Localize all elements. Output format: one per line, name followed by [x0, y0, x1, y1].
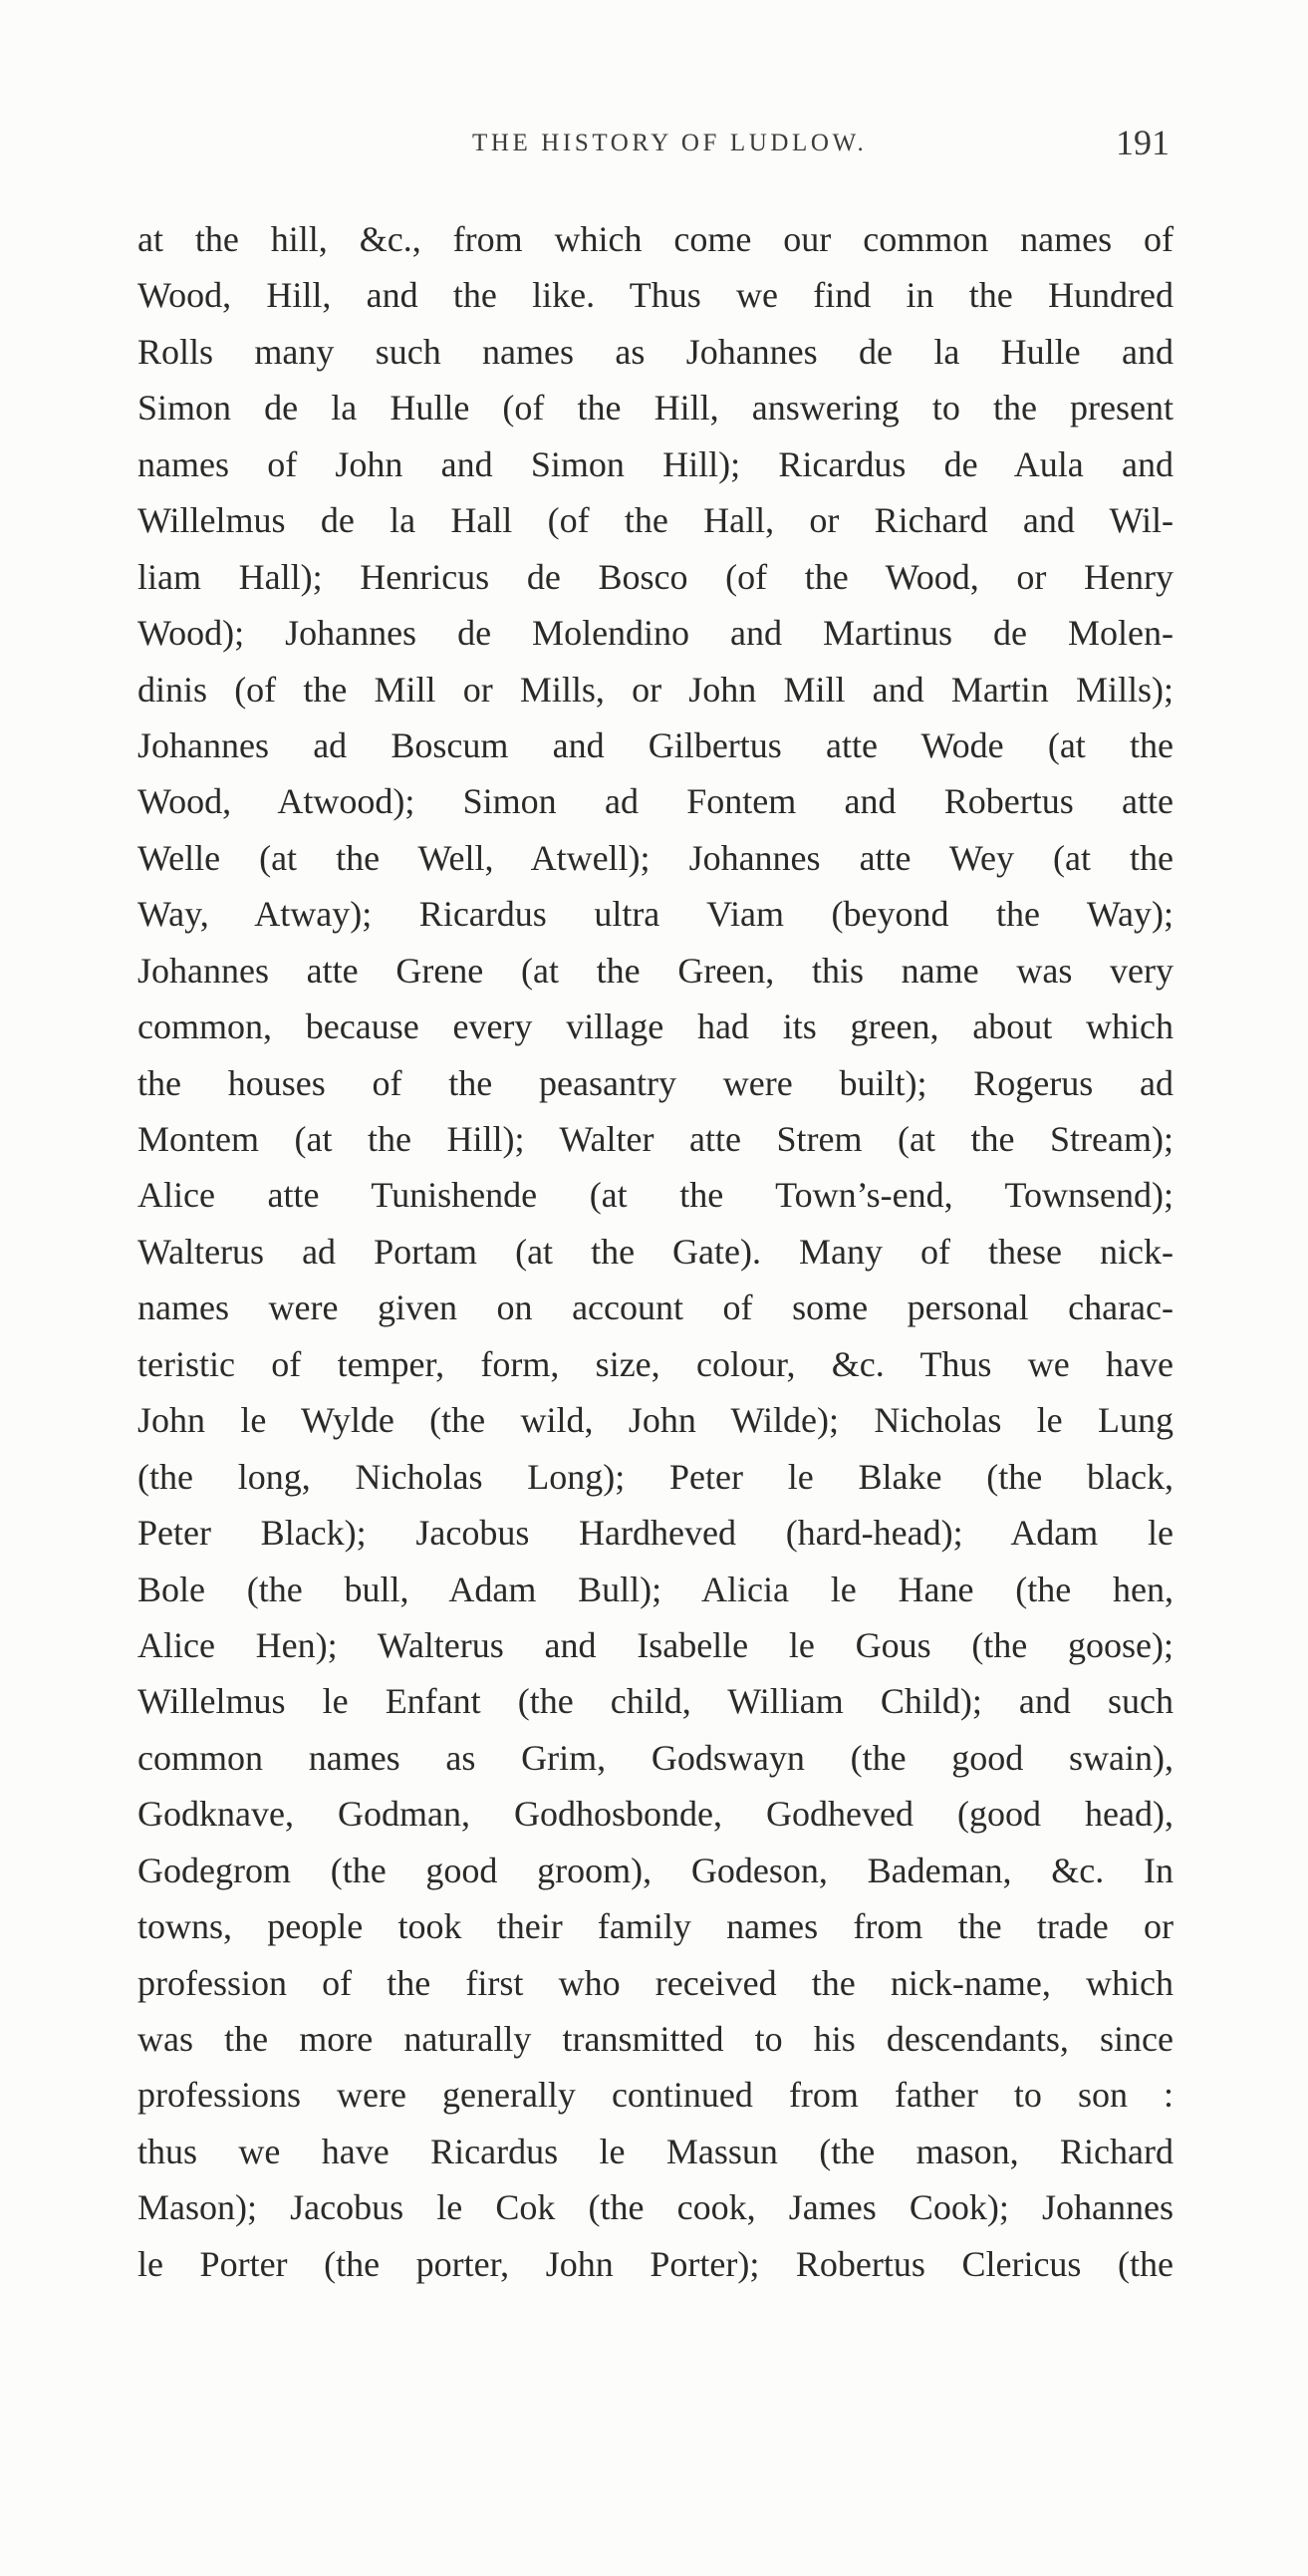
- text-line: le Porter (the porter, John Porter); Robertus Clericus (the: [137, 2243, 1174, 2284]
- text-line: was the more naturally transmitted to his descendants, since: [137, 2019, 1174, 2059]
- text-line: Godknave, Godman, Godhosbonde, Godheved (good head),: [137, 1794, 1174, 1835]
- text-line: Rolls many such names as Johannes de la Hulle and: [137, 331, 1174, 372]
- text-line: Peter Black); Jacobus Hardheved (hard-head); Adam le: [137, 1513, 1174, 1554]
- text-line: Wood); Johannes de Molendino and Martinus de Molen-: [137, 613, 1174, 654]
- running-title: THE HISTORY OF LUDLOW.: [472, 130, 868, 156]
- running-head: [472, 124, 1170, 171]
- text-line: John le Wylde (the wild, John Wilde); Nicholas le Lung: [137, 1400, 1174, 1441]
- text-line: Johannes ad Boscum and Gilbertus atte Wode (at the: [137, 724, 1174, 765]
- body-text: [137, 211, 1174, 2292]
- text-line: names of John and Simon Hill); Ricardus de Aula and: [137, 443, 1174, 484]
- text-line: the houses of the peasantry were built); Rogerus ad: [137, 1062, 1174, 1103]
- text-line: at the hill, &c., from which come our common names of: [137, 219, 1174, 259]
- text-line: (the long, Nicholas Long); Peter le Blake (the black,: [137, 1456, 1174, 1497]
- text-line: common, because every village had its green, about which: [137, 1006, 1174, 1047]
- text-line: dinis (of the Mill or Mills, or John Mill and Martin Mills);: [137, 669, 1174, 710]
- text-line: Alice atte Tunishende (at the Town’s-end, Townsend);: [137, 1175, 1174, 1216]
- text-line: Mason); Jacobus le Cok (the cook, James Cook); Johannes: [137, 2187, 1174, 2228]
- text-line: profession of the first who received the nick-name, which: [137, 1962, 1174, 2003]
- page-number: 191: [1116, 123, 1170, 162]
- text-line: Alice Hen); Walterus and Isabelle le Gous (the goose);: [137, 1624, 1174, 1665]
- text-line: Welle (at the Well, Atwell); Johannes atte Wey (at the: [137, 837, 1174, 878]
- text-line: professions were generally continued from father to son :: [137, 2075, 1174, 2116]
- text-line: Wood, Atwood); Simon ad Fontem and Robertus atte: [137, 781, 1174, 822]
- text-line: Way, Atway); Ricardus ultra Viam (beyond the Way);: [137, 894, 1174, 935]
- text-line: names were given on account of some personal charac-: [137, 1288, 1174, 1328]
- text-line: Walterus ad Portam (at the Gate). Many of these nick-: [137, 1231, 1174, 1272]
- text-line: Johannes atte Grene (at the Green, this name was very: [137, 950, 1174, 991]
- text-line: Bole (the bull, Adam Bull); Alicia le Hane (the hen,: [137, 1569, 1174, 1609]
- text-line: Willelmus de la Hall (of the Hall, or Richard and Wil-: [137, 500, 1174, 541]
- text-line: thus we have Ricardus le Massun (the mason, Richard: [137, 2131, 1174, 2171]
- text-line: Montem (at the Hill); Walter atte Strem (at the Stream);: [137, 1119, 1174, 1159]
- text-line: Godegrom (the good groom), Godeson, Bademan, &c. In: [137, 1850, 1174, 1890]
- text-line: Wood, Hill, and the like. Thus we find in the Hundred: [137, 275, 1174, 316]
- text-line: liam Hall); Henricus de Bosco (of the Wood, or Henry: [137, 556, 1174, 597]
- text-line: towns, people took their family names from the trade or: [137, 1906, 1174, 1947]
- text-line: Simon de la Hulle (of the Hill, answering to the present: [137, 388, 1174, 429]
- text-line: Willelmus le Enfant (the child, William Child); and such: [137, 1681, 1174, 1722]
- text-line: common names as Grim, Godswayn (the good swain),: [137, 1737, 1174, 1778]
- text-line: teristic of temper, form, size, colour, &c. Thus we have: [137, 1343, 1174, 1384]
